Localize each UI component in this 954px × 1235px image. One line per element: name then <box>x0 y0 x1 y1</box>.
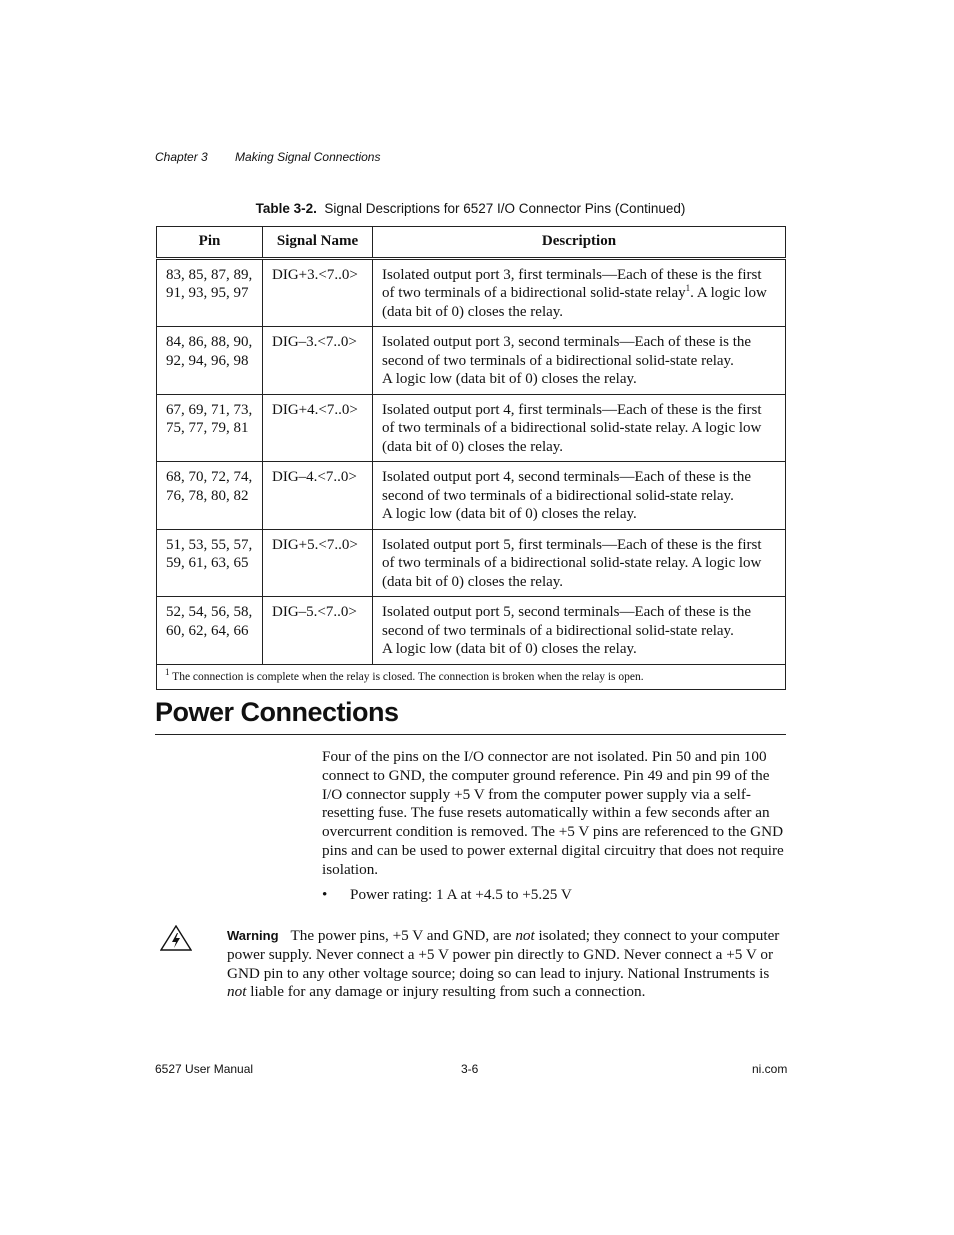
table-footnote: $^1$ The connection is complete when the relay is closed. The connection is broken when the relay is open. <box>157 664 786 689</box>
pin-cell: 67, 69, 71, 73, 75, 77, 79, 81 <box>157 394 263 462</box>
footer-page-number: 3-6 <box>461 1062 479 1076</box>
table-row <box>157 258 786 327</box>
pin-cell: 84, 86, 88, 90, 92, 94, 96, 98 <box>157 327 263 395</box>
footnote-ref: 1 <box>685 283 691 293</box>
footer-site: ni.com <box>752 1062 788 1076</box>
footer-manual-title: 6527 User Manual <box>155 1062 254 1076</box>
signal-descriptions-table <box>156 226 786 690</box>
column-header-description: Description <box>373 227 786 259</box>
running-header <box>155 150 380 164</box>
chapter-number: Chapter 3 <box>155 150 208 164</box>
description-cell: Isolated output port 4, first terminals—Each of these is the first of two terminals of a bidirectional solid-state relay. A logic low (data bit of 0) closes the relay. <box>373 394 786 462</box>
description-cell: Isolated output port 5, second terminals—Each of these is the second of two terminals of a bidirectional solid-state relay. A logic low (data bit of 0) closes the relay. <box>373 597 786 665</box>
warning-label: Warning <box>227 928 279 943</box>
pin-cell: 68, 70, 72, 74, 76, 78, 80, 82 <box>157 462 263 530</box>
description-cell: Isolated output port 5, first terminals—Each of these is the first of two terminals of a bidirectional solid-state relay. A logic low (data bit of 0) closes the relay. <box>373 529 786 597</box>
table-row <box>157 327 786 395</box>
table-caption-text: Signal Descriptions for 6527 I/O Connector Pins (Continued) <box>324 201 686 216</box>
table-header-row <box>157 227 786 259</box>
signal-name-cell: DIG+5.<7..0> <box>263 529 373 597</box>
table-row <box>157 462 786 530</box>
signal-name-cell: DIG–5.<7..0> <box>263 597 373 665</box>
table-row <box>157 394 786 462</box>
table-caption-label: Table 3-2. <box>255 201 317 216</box>
section-heading: Power Connections <box>155 697 786 735</box>
bullet-item <box>322 886 572 904</box>
column-header-pin: Pin <box>157 227 263 259</box>
bullet-mark: • <box>322 886 328 903</box>
table-row <box>157 529 786 597</box>
description-cell: Isolated output port 3, second terminals—Each of these is the second of two terminals of a bidirectional solid-state relay. A logic low (data bit of 0) closes the relay. <box>373 327 786 395</box>
description-cell: Isolated output port 3, first terminals—Each of these is the first of two terminals of a bidirectional solid-state relay$^1$. A logic low (data bit of 0) closes the relay. <box>373 258 786 327</box>
table-row <box>157 597 786 665</box>
pin-cell: 83, 85, 87, 89, 91, 93, 95, 97 <box>157 258 263 327</box>
signal-name-cell: DIG–4.<7..0> <box>263 462 373 530</box>
body-paragraph: Four of the pins on the I/O connector are not isolated. Pin 50 and pin 100 connect to GND, the computer ground reference. Pin 49 and pin 99 of the I/O connector supply +5 V from the computer power supply via a self-resetting fuse. The fuse resets automatically within a few seconds after an overcurrent condition is removed. The +5 V pins are referenced to the GND pins and can be used to power external digital circuitry that does not require isolation. <box>322 748 784 878</box>
column-header-signal-name: Signal Name <box>263 227 373 259</box>
bullet-text: Power rating: 1 A at +4.5 to +5.25 V <box>350 886 572 903</box>
signal-name-cell: DIG+4.<7..0> <box>263 394 373 462</box>
warning-hazard-icon <box>160 925 192 951</box>
signal-name-cell: DIG+3.<7..0> <box>263 258 373 327</box>
signal-name-cell: DIG–3.<7..0> <box>263 327 373 395</box>
chapter-title: Making Signal Connections <box>235 150 381 164</box>
description-cell: Isolated output port 4, second terminals—Each of these is the second of two terminals of a bidirectional solid-state relay. A logic low (data bit of 0) closes the relay. <box>373 462 786 530</box>
pin-cell: 52, 54, 56, 58, 60, 62, 64, 66 <box>157 597 263 665</box>
pin-cell: 51, 53, 55, 57, 59, 61, 63, 65 <box>157 529 263 597</box>
warning-note: Warning The power pins, +5 V and GND, are not isolated; they connect to your computer power supply. Never connect a +5 V power pin directly to GND. Never connect a +5 V or GND pin to any other voltage source; doing so can lead to injury. National Instruments is not liable for any damage or injury resulting from such a connection. <box>227 927 780 1001</box>
table-caption <box>155 201 786 216</box>
table-footnote-row <box>157 664 786 689</box>
